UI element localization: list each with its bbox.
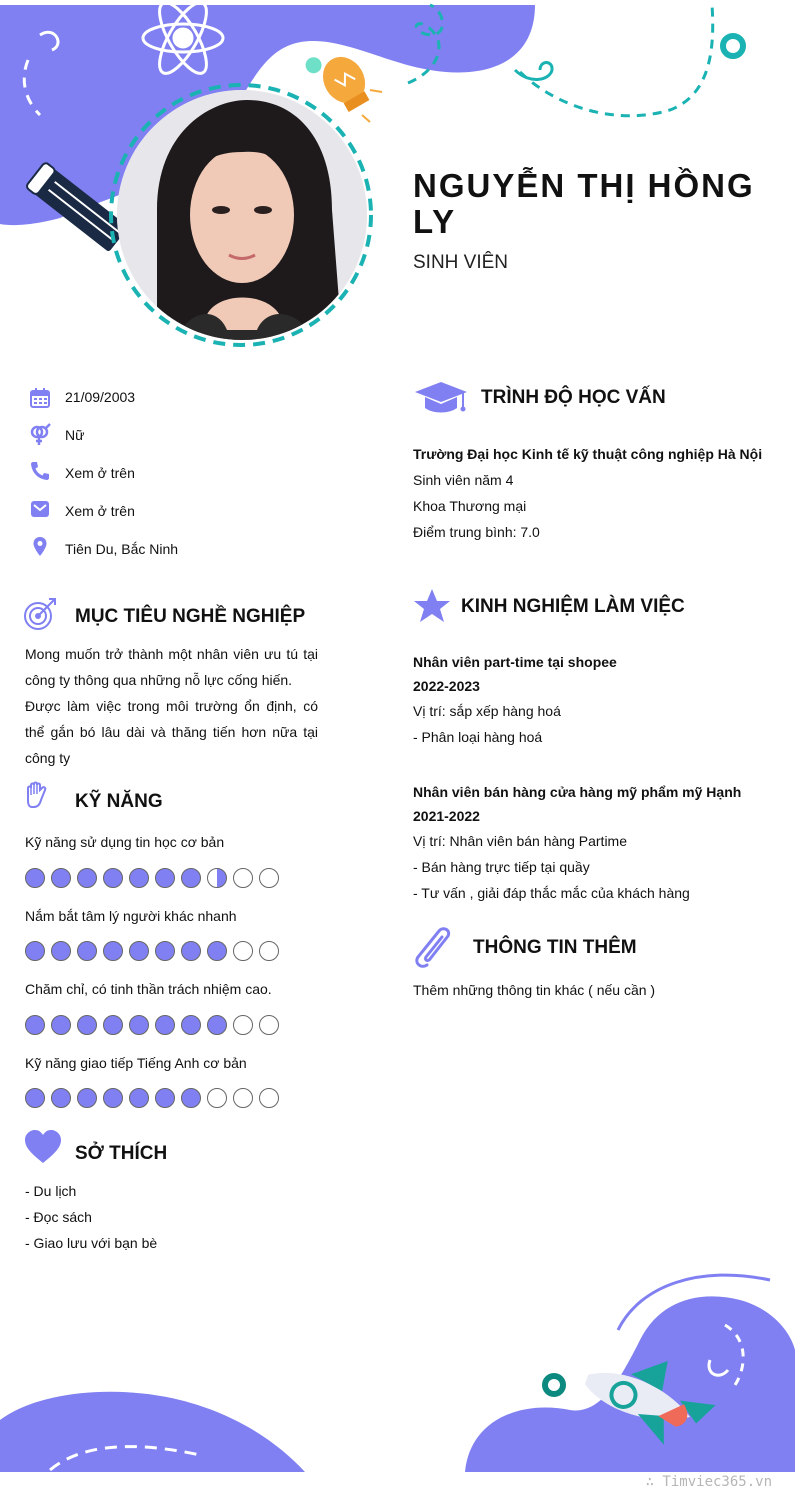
rating-dot [233, 1015, 253, 1035]
candidate-name: NGUYỄN THỊ HỒNG LY [413, 167, 755, 240]
star-icon [413, 588, 451, 624]
graduation-cap-icon [413, 380, 469, 416]
rating-dot [233, 941, 253, 961]
additional-text: Thêm những thông tin khác ( nếu cần ) [413, 982, 656, 998]
experience-job-2 [413, 780, 783, 906]
rating-dot [103, 941, 123, 961]
rating-dot [259, 868, 279, 888]
school-name: Trường Đại học Kinh tế kỹ thuật công nghiệp Hà Nội [413, 446, 763, 462]
footer-decoration [0, 1260, 800, 1475]
rating-dot [181, 1088, 201, 1108]
birth-date: 21/09/2003 [65, 389, 136, 405]
rating-dot [129, 868, 149, 888]
skill-label-3: Chăm chỉ, có tinh thần trách nhiệm cao. [25, 981, 272, 997]
job-line: - Phân loại hàng hoá [413, 729, 543, 745]
rating-dot [25, 1088, 45, 1108]
rating-dot [129, 1088, 149, 1108]
education-line: Điểm trung bình: 7.0 [413, 524, 540, 540]
rating-dot [207, 1088, 227, 1108]
rating-dot [207, 1015, 227, 1035]
teal-ring-icon [723, 36, 743, 56]
education-details [413, 441, 783, 545]
rating-dot [233, 1088, 253, 1108]
hobby-item: - Giao lưu với bạn bè [25, 1235, 158, 1251]
target-icon [22, 596, 58, 632]
job-title: Nhân viên bán hàng cửa hàng mỹ phẩm mỹ Hạnh [413, 784, 742, 800]
rating-dot [77, 868, 97, 888]
job-period: 2021-2022 [413, 808, 480, 824]
rating-dot [181, 868, 201, 888]
job-period: 2022-2023 [413, 678, 480, 694]
rating-dot [51, 1088, 71, 1108]
experience-job-1 [413, 650, 783, 750]
skill-rating-3 [25, 1015, 325, 1039]
rating-dot [25, 868, 45, 888]
avatar [117, 90, 367, 340]
rating-dot [103, 868, 123, 888]
address: Tiên Du, Bắc Ninh [65, 541, 179, 557]
objective-line-1: Mong muốn trở thành một nhân viên ưu tú tại công ty thông qua những nỗ lực cống hiến. [25, 646, 318, 688]
experience-title: KINH NGHIỆM LÀM VIỆC [461, 596, 685, 617]
rating-dot [25, 1015, 45, 1035]
rating-dot [259, 941, 279, 961]
rating-dot [129, 1015, 149, 1035]
skill-rating-1 [25, 868, 325, 892]
skill-label-2: Nắm bắt tâm lý người khác nhanh [25, 908, 237, 924]
objective-title: MỤC TIÊU NGHỀ NGHIỆP [75, 606, 306, 627]
education-line: Sinh viên năm 4 [413, 472, 514, 488]
job-line: Vị trí: sắp xếp hàng hoá [413, 703, 561, 719]
rating-dot [103, 1088, 123, 1108]
rating-dot [77, 1088, 97, 1108]
phone-icon [28, 459, 52, 483]
gender: Nữ [65, 427, 85, 443]
skill-rating-2 [25, 941, 325, 965]
calendar-icon [28, 386, 52, 410]
rating-dot [207, 941, 227, 961]
rating-dot [25, 941, 45, 961]
skill-label-4: Kỹ năng giao tiếp Tiếng Anh cơ bản [25, 1055, 247, 1071]
skill-rating-4 [25, 1088, 325, 1112]
objective-line-2: Được làm việc trong môi trường ổn định, có thể gắn bó lâu dài và thăng tiến hơn nữa tại công ty [25, 698, 318, 766]
teal-ring-icon [545, 1376, 563, 1394]
rating-dot [51, 868, 71, 888]
gender-icon [28, 422, 52, 446]
objective-text [25, 641, 318, 771]
education-line: Khoa Thương mại [413, 498, 527, 514]
job-line: - Bán hàng trực tiếp tại quầy [413, 859, 590, 875]
job-line: - Tư vấn , giải đáp thắc mắc của khách hàng [413, 885, 690, 901]
rating-dot [181, 1015, 201, 1035]
skills-title: KỸ NĂNG [75, 791, 163, 812]
rating-dot [129, 941, 149, 961]
rating-dot [103, 1015, 123, 1035]
rating-dot [259, 1088, 279, 1108]
candidate-title: SINH VIÊN [413, 252, 509, 273]
rating-dot [77, 941, 97, 961]
email: Xem ở trên [65, 503, 135, 519]
job-line: Vị trí: Nhân viên bán hàng Partime [413, 833, 628, 849]
watermark: ∴ Timviec365.vn [645, 1474, 772, 1490]
education-title: TRÌNH ĐỘ HỌC VẤN [481, 387, 666, 408]
rating-dot [259, 1015, 279, 1035]
rating-dot [155, 941, 175, 961]
phone: Xem ở trên [65, 465, 135, 481]
location-pin-icon [28, 535, 52, 559]
email-icon [28, 497, 52, 521]
rating-dot [51, 941, 71, 961]
skill-label-1: Kỹ năng sử dụng tin học cơ bản [25, 834, 225, 850]
heart-icon [24, 1130, 62, 1164]
hobby-item: - Du lịch [25, 1183, 77, 1199]
hobby-item: - Đọc sách [25, 1209, 92, 1225]
additional-title: THÔNG TIN THÊM [473, 937, 637, 958]
paperclip-icon [413, 925, 459, 969]
hand-icon [24, 780, 50, 812]
rating-dot [233, 868, 253, 888]
rating-dot [207, 868, 227, 888]
hobbies-list [25, 1178, 157, 1256]
rating-dot [77, 1015, 97, 1035]
rating-dot [155, 868, 175, 888]
rating-dot [181, 941, 201, 961]
hobbies-title: SỞ THÍCH [75, 1143, 168, 1164]
job-title: Nhân viên part-time tại shopee [413, 654, 617, 670]
rating-dot [155, 1015, 175, 1035]
rating-dot [51, 1015, 71, 1035]
rating-dot [155, 1088, 175, 1108]
